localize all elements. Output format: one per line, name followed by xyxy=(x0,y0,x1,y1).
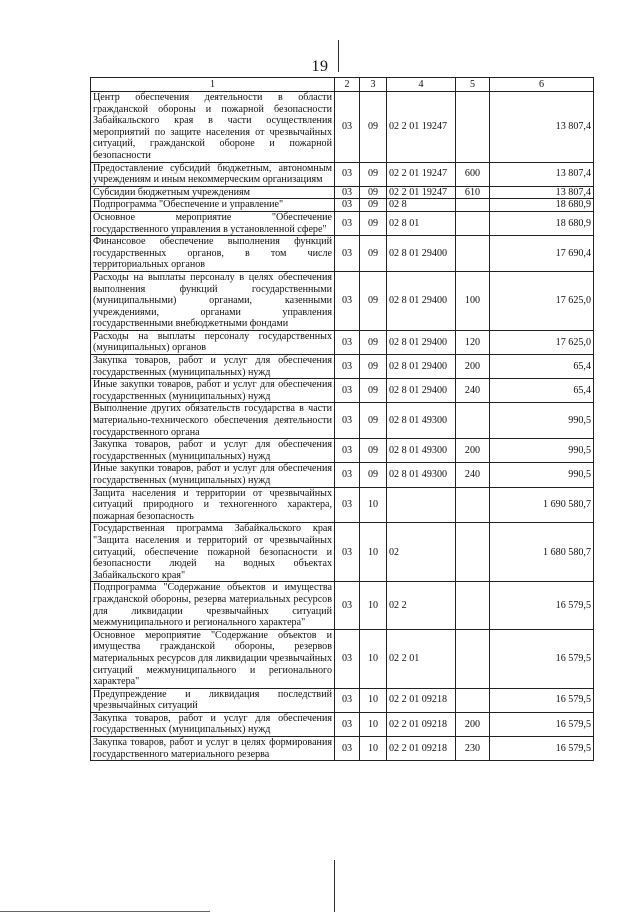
table-row xyxy=(91,186,594,199)
row-name: Предоставление субсидий бюджетным, автономным учреждениям и иным некоммерческим организациям xyxy=(91,162,335,186)
row-subsection: 10 xyxy=(360,523,387,582)
row-csr-code: 02 8 xyxy=(387,199,456,212)
row-subsection: 09 xyxy=(360,211,387,235)
row-csr-code: 02 2 01 19247 xyxy=(387,92,456,163)
row-vr-code xyxy=(456,523,490,582)
row-subsection: 09 xyxy=(360,403,387,439)
header-col-5: 5 xyxy=(456,78,490,92)
table-row xyxy=(91,487,594,523)
row-name: Государственная программа Забайкальского края "Защита населения и территорий от чрезвычайных ситуаций, обеспечение пожарной безопасности и безопасности людей на водных объектах Забайкальского края" xyxy=(91,523,335,582)
row-subsection: 09 xyxy=(360,330,387,354)
row-csr-code: 02 2 01 19247 xyxy=(387,162,456,186)
row-name: Расходы на выплаты персоналу в целях обеспечения выполнения функций государственными (муниципальными) органами, казенными учреждениями, органами управления государственными внебюджетными фондами xyxy=(91,271,335,330)
row-vr-code xyxy=(456,629,490,688)
row-section: 03 xyxy=(335,199,360,212)
row-amount: 13 807,4 xyxy=(490,162,594,186)
table-row xyxy=(91,629,594,688)
row-name: Закупка товаров, работ и услуг в целях формирования государственного материального резерва xyxy=(91,737,335,761)
table-row xyxy=(91,271,594,330)
table-row xyxy=(91,330,594,354)
row-amount: 990,5 xyxy=(490,439,594,463)
row-csr-code: 02 2 01 xyxy=(387,629,456,688)
row-section: 03 xyxy=(335,92,360,163)
row-name: Закупка товаров, работ и услуг для обеспечения государственных (муниципальных) нужд xyxy=(91,439,335,463)
row-subsection: 09 xyxy=(360,162,387,186)
row-amount: 16 579,5 xyxy=(490,688,594,712)
row-subsection: 09 xyxy=(360,463,387,487)
row-subsection: 09 xyxy=(360,199,387,212)
row-csr-code: 02 8 01 49300 xyxy=(387,439,456,463)
row-section: 03 xyxy=(335,355,360,379)
row-name: Центр обеспечения деятельности в области гражданской обороны и пожарной безопасности Забайкальского края в части осуществления мероприятий по защите населения от чрезвычайных ситуаций, гражданской обороне и пожарной безопасности xyxy=(91,92,335,163)
row-vr-code: 240 xyxy=(456,379,490,403)
row-subsection: 09 xyxy=(360,379,387,403)
binding-line-top xyxy=(338,40,339,72)
row-vr-code: 610 xyxy=(456,186,490,199)
table-row xyxy=(91,379,594,403)
page-number: 19 xyxy=(311,58,329,75)
row-section: 03 xyxy=(335,403,360,439)
table-row xyxy=(91,199,594,212)
table-row xyxy=(91,162,594,186)
row-amount: 13 807,4 xyxy=(490,92,594,163)
row-amount: 65,4 xyxy=(490,355,594,379)
row-vr-code: 200 xyxy=(456,355,490,379)
row-csr-code: 02 8 01 29400 xyxy=(387,355,456,379)
row-amount: 17 625,0 xyxy=(490,330,594,354)
table-row xyxy=(91,582,594,629)
row-section: 03 xyxy=(335,487,360,523)
row-section: 03 xyxy=(335,439,360,463)
row-amount: 13 807,4 xyxy=(490,186,594,199)
row-amount: 16 579,5 xyxy=(490,737,594,761)
table-body xyxy=(91,92,594,761)
row-section: 03 xyxy=(335,712,360,736)
row-vr-code: 200 xyxy=(456,439,490,463)
row-subsection: 09 xyxy=(360,92,387,163)
table-row xyxy=(91,403,594,439)
row-amount: 16 579,5 xyxy=(490,629,594,688)
row-csr-code: 02 8 01 29400 xyxy=(387,236,456,272)
header-col-3: 3 xyxy=(360,78,387,92)
row-section: 03 xyxy=(335,271,360,330)
row-section: 03 xyxy=(335,162,360,186)
row-section: 03 xyxy=(335,523,360,582)
row-section: 03 xyxy=(335,379,360,403)
row-section: 03 xyxy=(335,688,360,712)
binding-line-bottom xyxy=(334,860,335,912)
row-name: Подпрограмма "Содержание объектов и имущества гражданской обороны, резерва материальных ресурсов для ликвидации чрезвычайных ситуаций межмуниципального и регионального характера" xyxy=(91,582,335,629)
row-section: 03 xyxy=(335,211,360,235)
row-csr-code: 02 8 01 29400 xyxy=(387,379,456,403)
row-vr-code: 120 xyxy=(456,330,490,354)
row-section: 03 xyxy=(335,629,360,688)
row-csr-code: 02 2 01 09218 xyxy=(387,737,456,761)
table-row xyxy=(91,688,594,712)
header-col-2: 2 xyxy=(335,78,360,92)
row-subsection: 10 xyxy=(360,629,387,688)
row-amount: 990,5 xyxy=(490,403,594,439)
row-subsection: 10 xyxy=(360,688,387,712)
row-name: Иные закупки товаров, работ и услуг для обеспечения государственных (муниципальных) нужд xyxy=(91,463,335,487)
row-subsection: 09 xyxy=(360,236,387,272)
row-name: Предупреждение и ликвидация последствий чрезвычайных ситуаций xyxy=(91,688,335,712)
row-amount: 16 579,5 xyxy=(490,582,594,629)
row-subsection: 10 xyxy=(360,712,387,736)
row-name: Основное мероприятие "Обеспечение государственного управления в установленной сфере" xyxy=(91,211,335,235)
header-col-4: 4 xyxy=(387,78,456,92)
row-vr-code xyxy=(456,211,490,235)
row-csr-code: 02 8 01 49300 xyxy=(387,403,456,439)
row-subsection: 10 xyxy=(360,737,387,761)
row-amount: 18 680,9 xyxy=(490,199,594,212)
row-vr-code: 600 xyxy=(456,162,490,186)
table-row xyxy=(91,523,594,582)
row-vr-code: 240 xyxy=(456,463,490,487)
row-section: 03 xyxy=(335,463,360,487)
row-csr-code: 02 8 01 49300 xyxy=(387,463,456,487)
row-csr-code: 02 2 01 09218 xyxy=(387,688,456,712)
row-subsection: 09 xyxy=(360,355,387,379)
header-col-6: 6 xyxy=(490,78,594,92)
row-csr-code: 02 8 01 xyxy=(387,211,456,235)
row-name: Защита населения и территории от чрезвычайных ситуаций природного и техногенного характера, пожарная безопасность xyxy=(91,487,335,523)
row-subsection: 10 xyxy=(360,487,387,523)
table-row xyxy=(91,92,594,163)
row-csr-code: 02 2 01 09218 xyxy=(387,712,456,736)
row-name: Финансовое обеспечение выполнения функций государственных органов, в том числе территориальных органов xyxy=(91,236,335,272)
row-section: 03 xyxy=(335,330,360,354)
row-section: 03 xyxy=(335,737,360,761)
row-name: Закупка товаров, работ и услуг для обеспечения государственных (муниципальных) нужд xyxy=(91,712,335,736)
row-section: 03 xyxy=(335,186,360,199)
row-vr-code xyxy=(456,487,490,523)
row-subsection: 10 xyxy=(360,582,387,629)
row-amount: 990,5 xyxy=(490,463,594,487)
row-csr-code: 02 xyxy=(387,523,456,582)
row-amount: 1 680 580,7 xyxy=(490,523,594,582)
row-vr-code xyxy=(456,688,490,712)
row-subsection: 09 xyxy=(360,439,387,463)
row-name: Основное мероприятие "Содержание объектов и имущества гражданской обороны, резервов материальных ресурсов для ликвидации чрезвычайных ситуаций межмуниципального и регионального характера" xyxy=(91,629,335,688)
row-vr-code xyxy=(456,403,490,439)
row-name: Закупка товаров, работ и услуг для обеспечения государственных (муниципальных) нужд xyxy=(91,355,335,379)
row-vr-code xyxy=(456,92,490,163)
row-amount: 16 579,5 xyxy=(490,712,594,736)
table-row xyxy=(91,463,594,487)
table-row xyxy=(91,712,594,736)
row-name: Расходы на выплаты персоналу государственных (муниципальных) органов xyxy=(91,330,335,354)
table-row xyxy=(91,439,594,463)
budget-table xyxy=(90,77,594,761)
row-subsection: 09 xyxy=(360,271,387,330)
row-section: 03 xyxy=(335,236,360,272)
row-section: 03 xyxy=(335,582,360,629)
row-vr-code: 230 xyxy=(456,737,490,761)
row-name: Подпрограмма "Обеспечение и управление" xyxy=(91,199,335,212)
row-vr-code: 200 xyxy=(456,712,490,736)
table-row xyxy=(91,211,594,235)
row-amount: 17 690,4 xyxy=(490,236,594,272)
row-vr-code xyxy=(456,236,490,272)
table-row xyxy=(91,355,594,379)
row-amount: 1 690 580,7 xyxy=(490,487,594,523)
row-csr-code xyxy=(387,487,456,523)
row-name: Иные закупки товаров, работ и услуг для обеспечения государственных (муниципальных) нужд xyxy=(91,379,335,403)
row-vr-code xyxy=(456,582,490,629)
row-amount: 18 680,9 xyxy=(490,211,594,235)
row-vr-code: 100 xyxy=(456,271,490,330)
row-amount: 17 625,0 xyxy=(490,271,594,330)
row-csr-code: 02 8 01 29400 xyxy=(387,330,456,354)
row-csr-code: 02 2 xyxy=(387,582,456,629)
table-header-row xyxy=(91,78,594,92)
row-csr-code: 02 2 01 19247 xyxy=(387,186,456,199)
row-name: Субсидии бюджетным учреждениям xyxy=(91,186,335,199)
table-row xyxy=(91,236,594,272)
header-col-1: 1 xyxy=(91,78,335,92)
row-subsection: 09 xyxy=(360,186,387,199)
row-vr-code xyxy=(456,199,490,212)
row-amount: 65,4 xyxy=(490,379,594,403)
table-row xyxy=(91,737,594,761)
row-csr-code: 02 8 01 29400 xyxy=(387,271,456,330)
row-name: Выполнение других обязательств государства в части материально-технического обеспечения деятельности государственного органа xyxy=(91,403,335,439)
